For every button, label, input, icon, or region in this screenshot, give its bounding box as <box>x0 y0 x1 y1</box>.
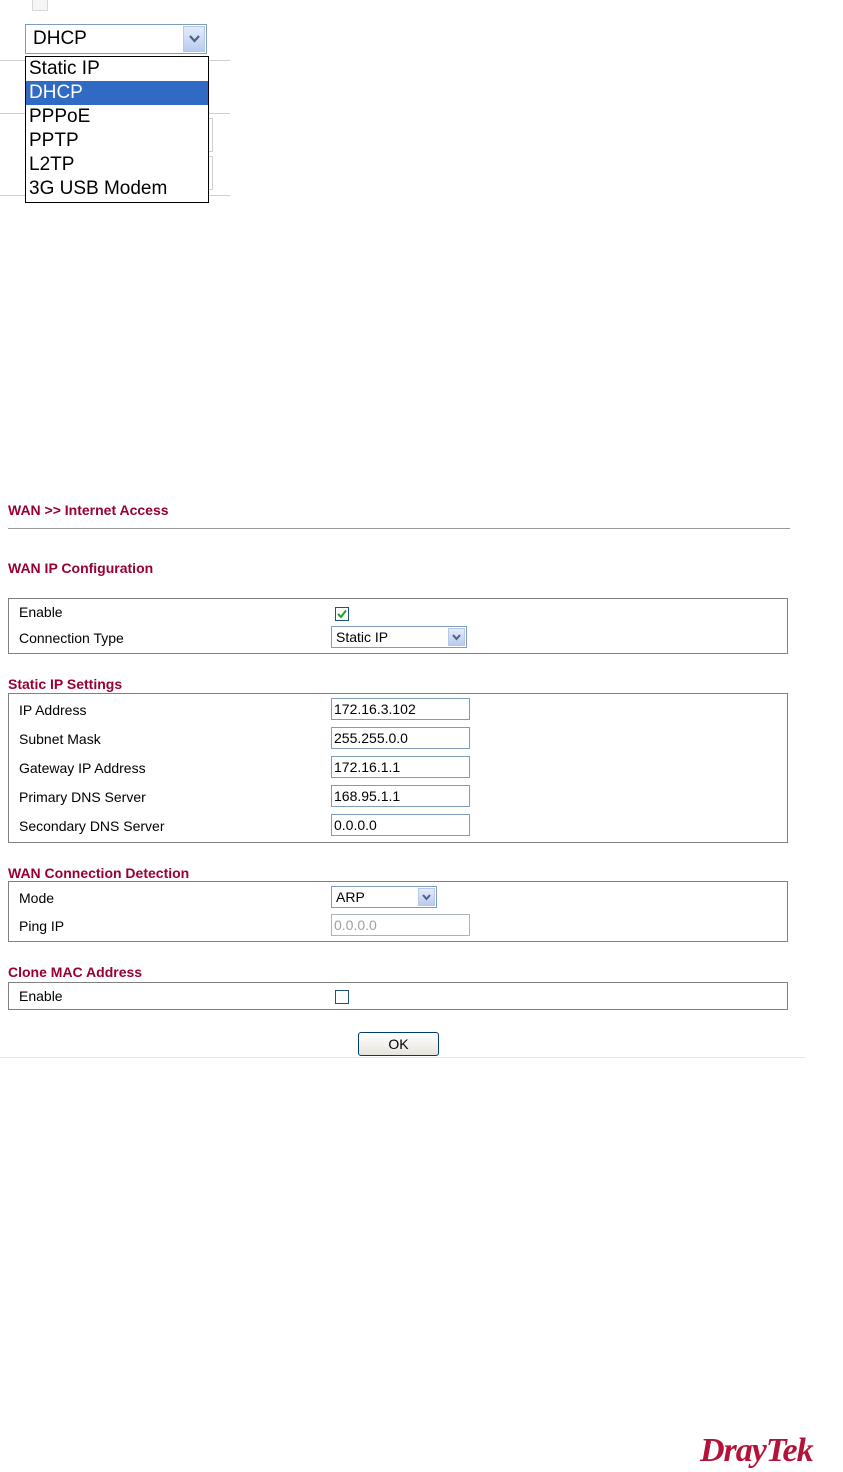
subnet-mask-label: Subnet Mask <box>19 731 101 747</box>
enable-label: Enable <box>19 604 63 620</box>
subnet-mask-input[interactable]: 255.255.0.0 <box>331 727 470 749</box>
ok-button[interactable]: OK <box>358 1032 439 1056</box>
connection-type-select[interactable] <box>25 24 207 54</box>
select-value: Static IP <box>336 629 389 645</box>
ping-ip-input[interactable]: 0.0.0.0 <box>331 914 470 936</box>
connection-type-label: Connection Type <box>19 630 124 646</box>
connection-type-options-list <box>25 56 209 203</box>
select-value: ARP <box>336 889 365 905</box>
gateway-ip-input[interactable]: 172.16.1.1 <box>331 756 470 778</box>
faint-checkbox <box>32 0 48 11</box>
primary-dns-input[interactable]: 168.95.1.1 <box>331 785 470 807</box>
section-heading-wan-ip: WAN IP Configuration <box>8 560 154 576</box>
gateway-ip-label: Gateway IP Address <box>19 760 146 776</box>
ping-ip-label: Ping IP <box>19 918 65 934</box>
option-dhcp[interactable]: DHCP <box>26 81 208 105</box>
option-l2tp[interactable]: L2TP <box>29 154 75 175</box>
clone-mac-box <box>8 982 788 1010</box>
section-heading-detection: WAN Connection Detection <box>8 865 190 881</box>
draytek-logo: DrayTek <box>700 1432 813 1469</box>
connection-type-dropdown-crop <box>0 0 240 210</box>
connection-type-select[interactable] <box>331 626 467 648</box>
chevron-down-icon[interactable] <box>418 888 435 906</box>
faint-textbox <box>209 118 213 152</box>
option-static-ip[interactable]: Static IP <box>29 58 100 79</box>
section-heading-static-ip: Static IP Settings <box>8 676 123 692</box>
chevron-down-icon[interactable] <box>448 628 465 646</box>
enable-checkbox[interactable] <box>335 607 349 621</box>
option-3g-usb-modem[interactable]: 3G USB Modem <box>29 178 168 199</box>
static-ip-settings-box <box>8 693 788 843</box>
primary-dns-label: Primary DNS Server <box>19 789 146 805</box>
ip-address-input[interactable]: 172.16.3.102 <box>331 698 470 720</box>
select-value: DHCP <box>33 28 87 49</box>
section-heading-clone-mac: Clone MAC Address <box>8 964 143 980</box>
mode-select[interactable] <box>331 886 437 908</box>
secondary-dns-label: Secondary DNS Server <box>19 818 165 834</box>
faint-textbox <box>209 156 213 190</box>
mode-label: Mode <box>19 890 55 906</box>
chevron-down-icon[interactable] <box>183 26 205 52</box>
clone-mac-enable-label: Enable <box>19 988 63 1004</box>
wan-ip-config-box <box>8 598 788 654</box>
secondary-dns-input[interactable]: 0.0.0.0 <box>331 814 470 836</box>
checkmark-icon <box>337 609 347 619</box>
title-divider <box>8 528 790 529</box>
wan-detection-box <box>8 881 788 942</box>
page-title: WAN >> Internet Access <box>8 502 169 518</box>
ip-address-label: IP Address <box>19 702 87 718</box>
bottom-divider <box>0 1057 806 1058</box>
option-pptp[interactable]: PPTP <box>29 130 79 151</box>
option-pppoe[interactable]: PPPoE <box>29 106 91 127</box>
clone-mac-enable-checkbox[interactable] <box>335 990 349 1004</box>
